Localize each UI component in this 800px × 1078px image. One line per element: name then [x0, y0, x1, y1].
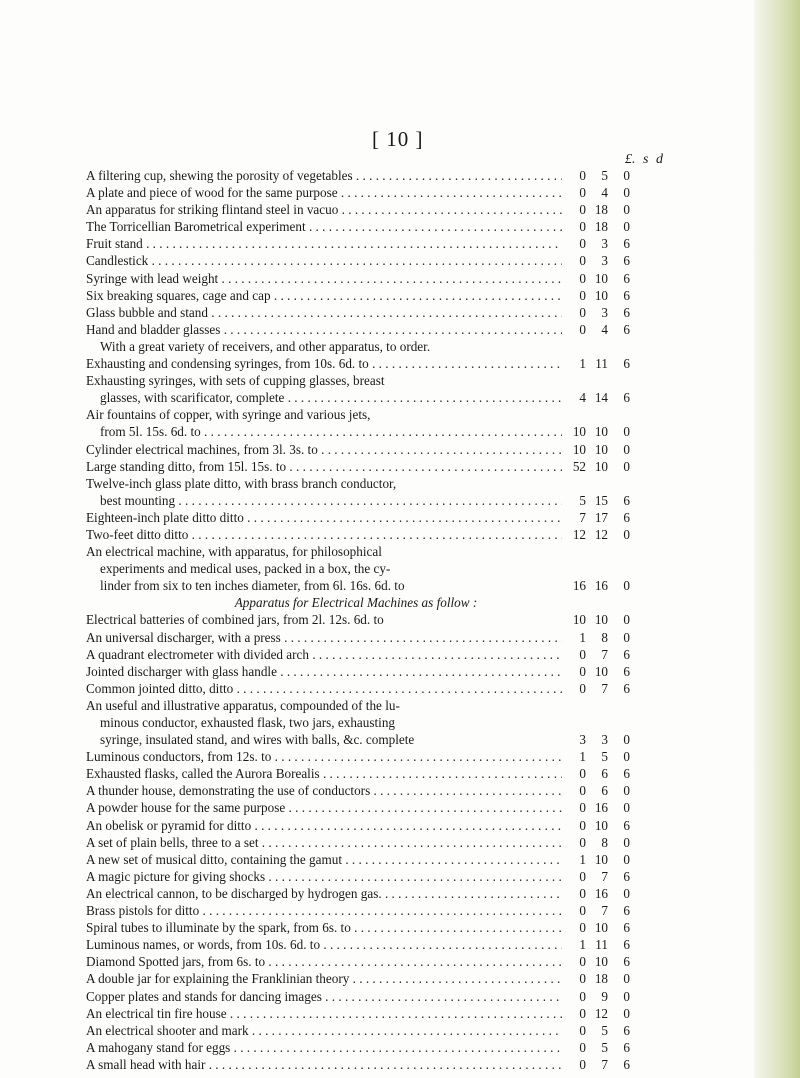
item-description: An apparatus for striking flintand steel in vacuo . . .: [86, 201, 562, 218]
price-pence: 6: [623, 236, 630, 252]
list-item: [86, 423, 686, 440]
price-shillings: 10: [594, 851, 608, 867]
price-shillings: 9: [601, 988, 608, 1004]
list-item: [86, 799, 686, 816]
list-item: [86, 201, 686, 218]
price-pence: 0: [623, 458, 630, 474]
price-pounds: 10: [572, 612, 586, 628]
price-pence: 0: [623, 800, 630, 816]
price-pence: 6: [623, 766, 630, 782]
price-pence: 6: [623, 321, 630, 337]
price-pence: 0: [623, 629, 630, 645]
price-pence: 6: [623, 954, 630, 970]
list-item: [86, 885, 686, 902]
item-description: Two-feet ditto ditto . . .: [86, 526, 562, 543]
list-item: [86, 1022, 686, 1039]
item-description: from 5l. 15s. 6d. to . . .: [100, 423, 562, 440]
price-shillings: 12: [594, 526, 608, 542]
price-pounds: 0: [579, 766, 586, 782]
price-shillings: 10: [594, 663, 608, 679]
price-pounds: 12: [572, 526, 586, 542]
item-description: Syringe with lead weight . . .: [86, 270, 562, 287]
list-item: [86, 919, 686, 936]
currency-header: £. s d: [625, 152, 663, 167]
price-shillings: 10: [594, 287, 608, 303]
price-shillings: 10: [594, 920, 608, 936]
price-pounds: 0: [579, 868, 586, 884]
item-description: Spiral tubes to illuminate by the spark, from 6s. to . . .: [86, 919, 562, 936]
item-description: An electrical cannon, to be discharged by hydrogen gas. . . .: [86, 885, 562, 902]
price-pounds: 4: [579, 390, 586, 406]
price-pounds: 0: [579, 646, 586, 662]
price-shillings: 11: [595, 937, 608, 953]
price-shillings: 3: [601, 304, 608, 320]
list-item: [86, 355, 686, 372]
price-pounds: 0: [579, 287, 586, 303]
list-item: [86, 936, 686, 953]
price-pounds: 0: [579, 783, 586, 799]
price-shillings: 5: [601, 749, 608, 765]
list-item: [86, 560, 686, 577]
price-pence: 0: [623, 749, 630, 765]
price-pounds: 3: [579, 732, 586, 748]
item-description: Apparatus for Electrical Machines as follow :: [234, 595, 478, 611]
list-item: [86, 389, 686, 406]
price-list: [86, 167, 686, 1073]
price-shillings: 18: [594, 219, 608, 235]
item-description: Electrical batteries of combined jars, from 2l. 12s. 6d. to: [86, 612, 384, 628]
item-description: Common jointed ditto, ditto . . .: [86, 680, 562, 697]
list-item: [86, 714, 686, 731]
price-shillings: 8: [601, 834, 608, 850]
list-item: [86, 817, 686, 834]
list-item: [86, 577, 686, 594]
price-pounds: 0: [579, 817, 586, 833]
price-pence: 6: [623, 287, 630, 303]
price-pounds: 0: [579, 236, 586, 252]
price-pence: 6: [623, 663, 630, 679]
price-pounds: 0: [579, 885, 586, 901]
item-description: experiments and medical uses, packed in a box, the cy-: [100, 561, 391, 577]
price-pounds: 0: [579, 1022, 586, 1038]
list-item: [86, 252, 686, 269]
price-shillings: 6: [601, 783, 608, 799]
price-shillings: 16: [594, 885, 608, 901]
list-item: [86, 594, 686, 611]
price-pence: 6: [623, 253, 630, 269]
price-pence: 0: [623, 885, 630, 901]
item-description: A plate and piece of wood for the same purpose . . .: [86, 184, 562, 201]
list-item: [86, 321, 686, 338]
price-pence: 0: [623, 988, 630, 1004]
price-pence: 0: [623, 185, 630, 201]
list-item: [86, 663, 686, 680]
item-description: Fruit stand . . .: [86, 235, 562, 252]
item-description: Copper plates and stands for dancing images . . .: [86, 988, 562, 1005]
price-pounds: 1: [579, 356, 586, 372]
price-shillings: 4: [601, 185, 608, 201]
list-item: [86, 646, 686, 663]
item-description: Exhausted flasks, called the Aurora Borealis . . .: [86, 765, 562, 782]
price-shillings: 4: [601, 321, 608, 337]
price-shillings: 5: [601, 1022, 608, 1038]
price-pounds: 0: [579, 219, 586, 235]
price-pounds: 1: [579, 749, 586, 765]
price-shillings: 12: [594, 1005, 608, 1021]
price-pounds: 0: [579, 971, 586, 987]
list-item: [86, 680, 686, 697]
price-pence: 0: [623, 732, 630, 748]
price-shillings: 16: [594, 800, 608, 816]
item-description: Air fountains of copper, with syringe and various jets,: [86, 407, 371, 423]
item-description: A mahogany stand for eggs . . .: [86, 1039, 562, 1056]
price-pounds: 0: [579, 1005, 586, 1021]
item-description: With a great variety of receivers, and other apparatus, to order.: [100, 338, 431, 354]
price-shillings: 3: [601, 253, 608, 269]
price-pence: 0: [623, 202, 630, 218]
list-item: [86, 338, 686, 355]
price-pence: 6: [623, 1056, 630, 1072]
price-pence: 0: [623, 526, 630, 542]
item-description: The Torricellian Barometrical experiment . . .: [86, 218, 562, 235]
item-description: A set of plain bells, three to a set . . .: [86, 834, 562, 851]
item-description: glasses, with scarificator, complete . . .: [100, 389, 562, 406]
list-item: [86, 953, 686, 970]
price-pounds: 0: [579, 321, 586, 337]
price-pence: 0: [623, 168, 630, 183]
price-pence: 0: [623, 971, 630, 987]
item-description: Diamond Spotted jars, from 6s. to . . .: [86, 953, 562, 970]
price-pence: 0: [623, 578, 630, 594]
price-pence: 0: [623, 834, 630, 850]
item-description: Eighteen-inch plate ditto ditto . . .: [86, 509, 562, 526]
list-item: [86, 543, 686, 560]
item-description: An obelisk or pyramid for ditto . . .: [86, 817, 562, 834]
price-shillings: 5: [601, 168, 608, 183]
item-description: Candlestick . . .: [86, 252, 562, 269]
item-description: Jointed discharger with glass handle . . .: [86, 663, 562, 680]
list-item: [86, 492, 686, 509]
price-pence: 0: [623, 783, 630, 799]
price-pounds: 0: [579, 834, 586, 850]
price-pence: 6: [623, 817, 630, 833]
item-description: A powder house for the same purpose . . .: [86, 799, 562, 816]
list-item: [86, 970, 686, 987]
price-pounds: 0: [579, 270, 586, 286]
price-shillings: 17: [594, 509, 608, 525]
list-item: [86, 509, 686, 526]
price-pounds: 0: [579, 800, 586, 816]
price-shillings: 3: [601, 732, 608, 748]
list-item: [86, 834, 686, 851]
list-item: [86, 629, 686, 646]
item-description: Large standing ditto, from 15l. 15s. to . . .: [86, 458, 562, 475]
price-pence: 6: [623, 680, 630, 696]
item-description: Exhausting syringes, with sets of cupping glasses, breast: [86, 373, 385, 389]
item-description: An electrical shooter and mark . . .: [86, 1022, 562, 1039]
item-description: minous conductor, exhausted flask, two jars, exhausting: [100, 715, 396, 730]
price-pence: 0: [623, 424, 630, 440]
list-item: [86, 235, 686, 252]
price-pence: 0: [623, 851, 630, 867]
page-edge: [754, 0, 800, 1078]
price-shillings: 18: [594, 971, 608, 987]
price-pence: 0: [623, 1005, 630, 1021]
price-pence: 6: [623, 920, 630, 936]
item-description: An universal discharger, with a press . . .: [86, 629, 562, 646]
price-shillings: 7: [601, 646, 608, 662]
price-pounds: 0: [579, 185, 586, 201]
price-pence: 6: [623, 646, 630, 662]
item-description: Six breaking squares, cage and cap . . .: [86, 287, 562, 304]
item-description: A thunder house, demonstrating the use of conductors . . .: [86, 782, 562, 799]
item-description: An electrical tin fire house . . .: [86, 1005, 562, 1022]
price-pounds: 5: [579, 492, 586, 508]
price-shillings: 10: [594, 441, 608, 457]
price-shillings: 16: [594, 578, 608, 594]
item-description: Luminous names, or words, from 10s. 6d. to . . .: [86, 936, 562, 953]
list-item: [86, 372, 686, 389]
list-item: [86, 304, 686, 321]
price-pence: 0: [623, 612, 630, 628]
price-pounds: 0: [579, 903, 586, 919]
price-pounds: 1: [579, 851, 586, 867]
list-item: [86, 475, 686, 492]
item-description: Cylinder electrical machines, from 3l. 3s. to . . .: [86, 441, 562, 458]
price-shillings: 10: [594, 458, 608, 474]
list-item: [86, 868, 686, 885]
price-pounds: 16: [572, 578, 586, 594]
list-item: [86, 458, 686, 475]
item-description: Luminous conductors, from 12s. to . . .: [86, 748, 562, 765]
price-pounds: 10: [572, 441, 586, 457]
list-item: [86, 765, 686, 782]
price-pence: 0: [623, 219, 630, 235]
price-shillings: 15: [594, 492, 608, 508]
list-item: [86, 287, 686, 304]
list-item: [86, 988, 686, 1005]
item-description: A quadrant electrometer with divided arch . . .: [86, 646, 562, 663]
item-description: Hand and bladder glasses . . .: [86, 321, 562, 338]
price-pence: 6: [623, 1022, 630, 1038]
item-description: A filtering cup, shewing the porosity of vegetables . . .: [86, 167, 562, 184]
price-pence: 6: [623, 270, 630, 286]
list-item: [86, 526, 686, 543]
price-pounds: 1: [579, 937, 586, 953]
price-pence: 6: [623, 868, 630, 884]
price-shillings: 18: [594, 202, 608, 218]
price-shillings: 10: [594, 424, 608, 440]
item-description: A double jar for explaining the Franklinian theory . . .: [86, 970, 562, 987]
price-pounds: 0: [579, 680, 586, 696]
price-pounds: 0: [579, 954, 586, 970]
price-shillings: 11: [595, 356, 608, 372]
price-pounds: 0: [579, 253, 586, 269]
price-pence: 6: [623, 937, 630, 953]
price-pence: 6: [623, 509, 630, 525]
price-shillings: 6: [601, 766, 608, 782]
list-item: [86, 902, 686, 919]
price-shillings: 14: [594, 390, 608, 406]
price-pounds: 0: [579, 168, 586, 183]
item-description: A new set of musical ditto, containing the gamut . . .: [86, 851, 562, 868]
item-description: Twelve-inch glass plate ditto, with brass branch conductor,: [86, 475, 397, 491]
price-pence: 6: [623, 492, 630, 508]
list-item: [86, 731, 686, 748]
item-description: An electrical machine, with apparatus, for philosophical: [86, 544, 382, 560]
price-pounds: 0: [579, 1039, 586, 1055]
list-item: [86, 782, 686, 799]
list-item: [86, 1005, 686, 1022]
item-description: An useful and illustrative apparatus, compounded of the lu-: [86, 697, 400, 713]
price-shillings: 7: [601, 680, 608, 696]
item-description: Brass pistols for ditto . . .: [86, 902, 562, 919]
price-pounds: 10: [572, 424, 586, 440]
price-pounds: 1: [579, 629, 586, 645]
price-pence: 6: [623, 356, 630, 372]
price-pounds: 0: [579, 988, 586, 1004]
list-item: [86, 697, 686, 714]
price-shillings: 7: [601, 868, 608, 884]
list-item: [86, 851, 686, 868]
price-pounds: 0: [579, 920, 586, 936]
price-shillings: 10: [594, 817, 608, 833]
item-description: best mounting . . .: [100, 492, 562, 509]
price-shillings: 7: [601, 903, 608, 919]
price-pounds: 7: [579, 509, 586, 525]
item-description: Glass bubble and stand . . .: [86, 304, 562, 321]
price-pence: 6: [623, 1039, 630, 1055]
list-item: [86, 218, 686, 235]
item-description: Exhausting and condensing syringes, from 10s. 6d. to . . .: [86, 355, 562, 372]
item-description: A magic picture for giving shocks . . .: [86, 868, 562, 885]
price-pounds: 0: [579, 304, 586, 320]
price-shillings: 7: [601, 1056, 608, 1072]
price-shillings: 5: [601, 1039, 608, 1055]
page-number: [ 10 ]: [372, 127, 424, 151]
list-item: [86, 1039, 686, 1056]
list-item: [86, 406, 686, 423]
price-pounds: 0: [579, 663, 586, 679]
list-item: [86, 441, 686, 458]
list-item: [86, 1056, 686, 1073]
item-description: linder from six to ten inches diameter, from 6l. 16s. 6d. to: [100, 578, 405, 594]
price-pence: 0: [623, 441, 630, 457]
list-item: [86, 611, 686, 628]
list-item: [86, 184, 686, 201]
list-item: [86, 748, 686, 765]
price-shillings: 10: [594, 954, 608, 970]
price-pence: 6: [623, 390, 630, 406]
price-shillings: 8: [601, 629, 608, 645]
list-item: [86, 167, 686, 184]
price-shillings: 10: [594, 612, 608, 628]
item-description: syringe, insulated stand, and wires with balls, &c. complete: [100, 732, 415, 748]
price-pounds: 0: [579, 202, 586, 218]
item-description: A small head with hair . . .: [86, 1056, 562, 1073]
price-pence: 6: [623, 304, 630, 320]
price-pounds: 0: [579, 1056, 586, 1072]
list-item: [86, 270, 686, 287]
price-shillings: 3: [601, 236, 608, 252]
price-shillings: 10: [594, 270, 608, 286]
price-pounds: 52: [572, 458, 586, 474]
price-pence: 6: [623, 903, 630, 919]
